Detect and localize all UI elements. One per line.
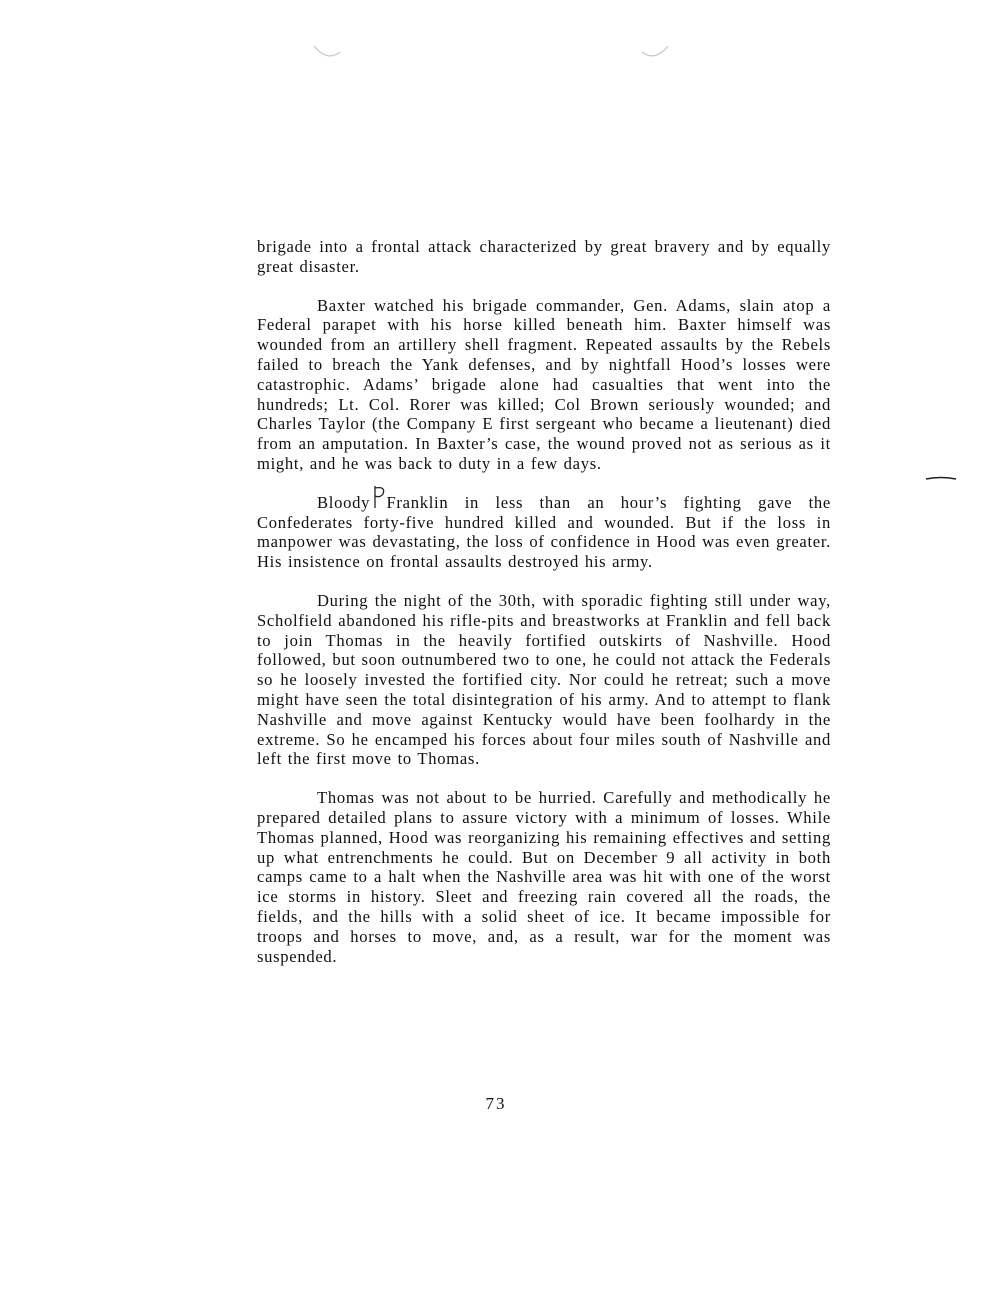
page-number: 73 — [485, 1094, 507, 1113]
paragraph-1: brigade into a frontal attack characterized by great bravery and by equally great disaster. — [257, 237, 831, 276]
punch-hole-mark-right — [640, 40, 670, 62]
punch-hole-mark-left — [312, 40, 342, 62]
paragraph-3: Bloody Franklin in less than an hour’s fighting gave the Confederates forty-five hundred killed and wounded. But if the loss in manpower was devastating, the loss of confidence in Hood was even greater. His insistence on frontal assaults destroyed his army. — [257, 492, 831, 572]
paragraph-5: Thomas was not about to be hurried. Carefully and methodically he prepared detailed plans to assure victory with a minimum of losses. While Thomas planned, Hood was reorganizing his remaining effectives and setting up what entrenchments he could. But on December 9 all activity in both camps came to a halt when the Nashville area was hit with one of the worst ice storms in history. Sleet and freezing rain covered all the roads, the fields, and the hills with a solid sheet of ice. It became impossible for troops and horses to move, and, as a result, war for the moment was suspended. — [257, 788, 831, 966]
margin-pen-mark — [925, 474, 957, 482]
handwritten-correction-mark — [370, 482, 388, 510]
paragraph-4: During the night of the 30th, with sporadic fighting still under way, Scholfield abandoned his rifle-pits and breastworks at Franklin and fell back to join Thomas in the heavily fortified outskirts of Nashville. Hood followed, but soon outnumbered two to one, he could not attack the Federals so he loosely invested the fortified city. Nor could he retreat; such a move might have seen the total disintegration of his army. And to attempt to flank Nashville and move against Kentucky would have been foolhardy in the extreme. So he encamped his forces about four miles south of Nashville and left the first move to Thomas. — [257, 590, 831, 769]
paragraph-2: Baxter watched his brigade commander, Gen. Adams, slain atop a Federal parapet with his horse killed beneath him. Baxter himself was wounded from an artillery shell fragment. Repeated assaults by the Rebels failed to breach the Yank defenses, and by nightfall Hood’s losses were catastrophic. Adams’ brigade alone had casualties that went into the hundreds; Lt. Col. Rorer was killed; Col Brown seriously wounded; and Charles Taylor (the Company E first sergeant who became a lieutenant) died from an amputation. In Baxter’s case, the wound proved not as serious as it might, and he was back to duty in a few days. — [257, 295, 831, 473]
body-text — [257, 237, 831, 985]
